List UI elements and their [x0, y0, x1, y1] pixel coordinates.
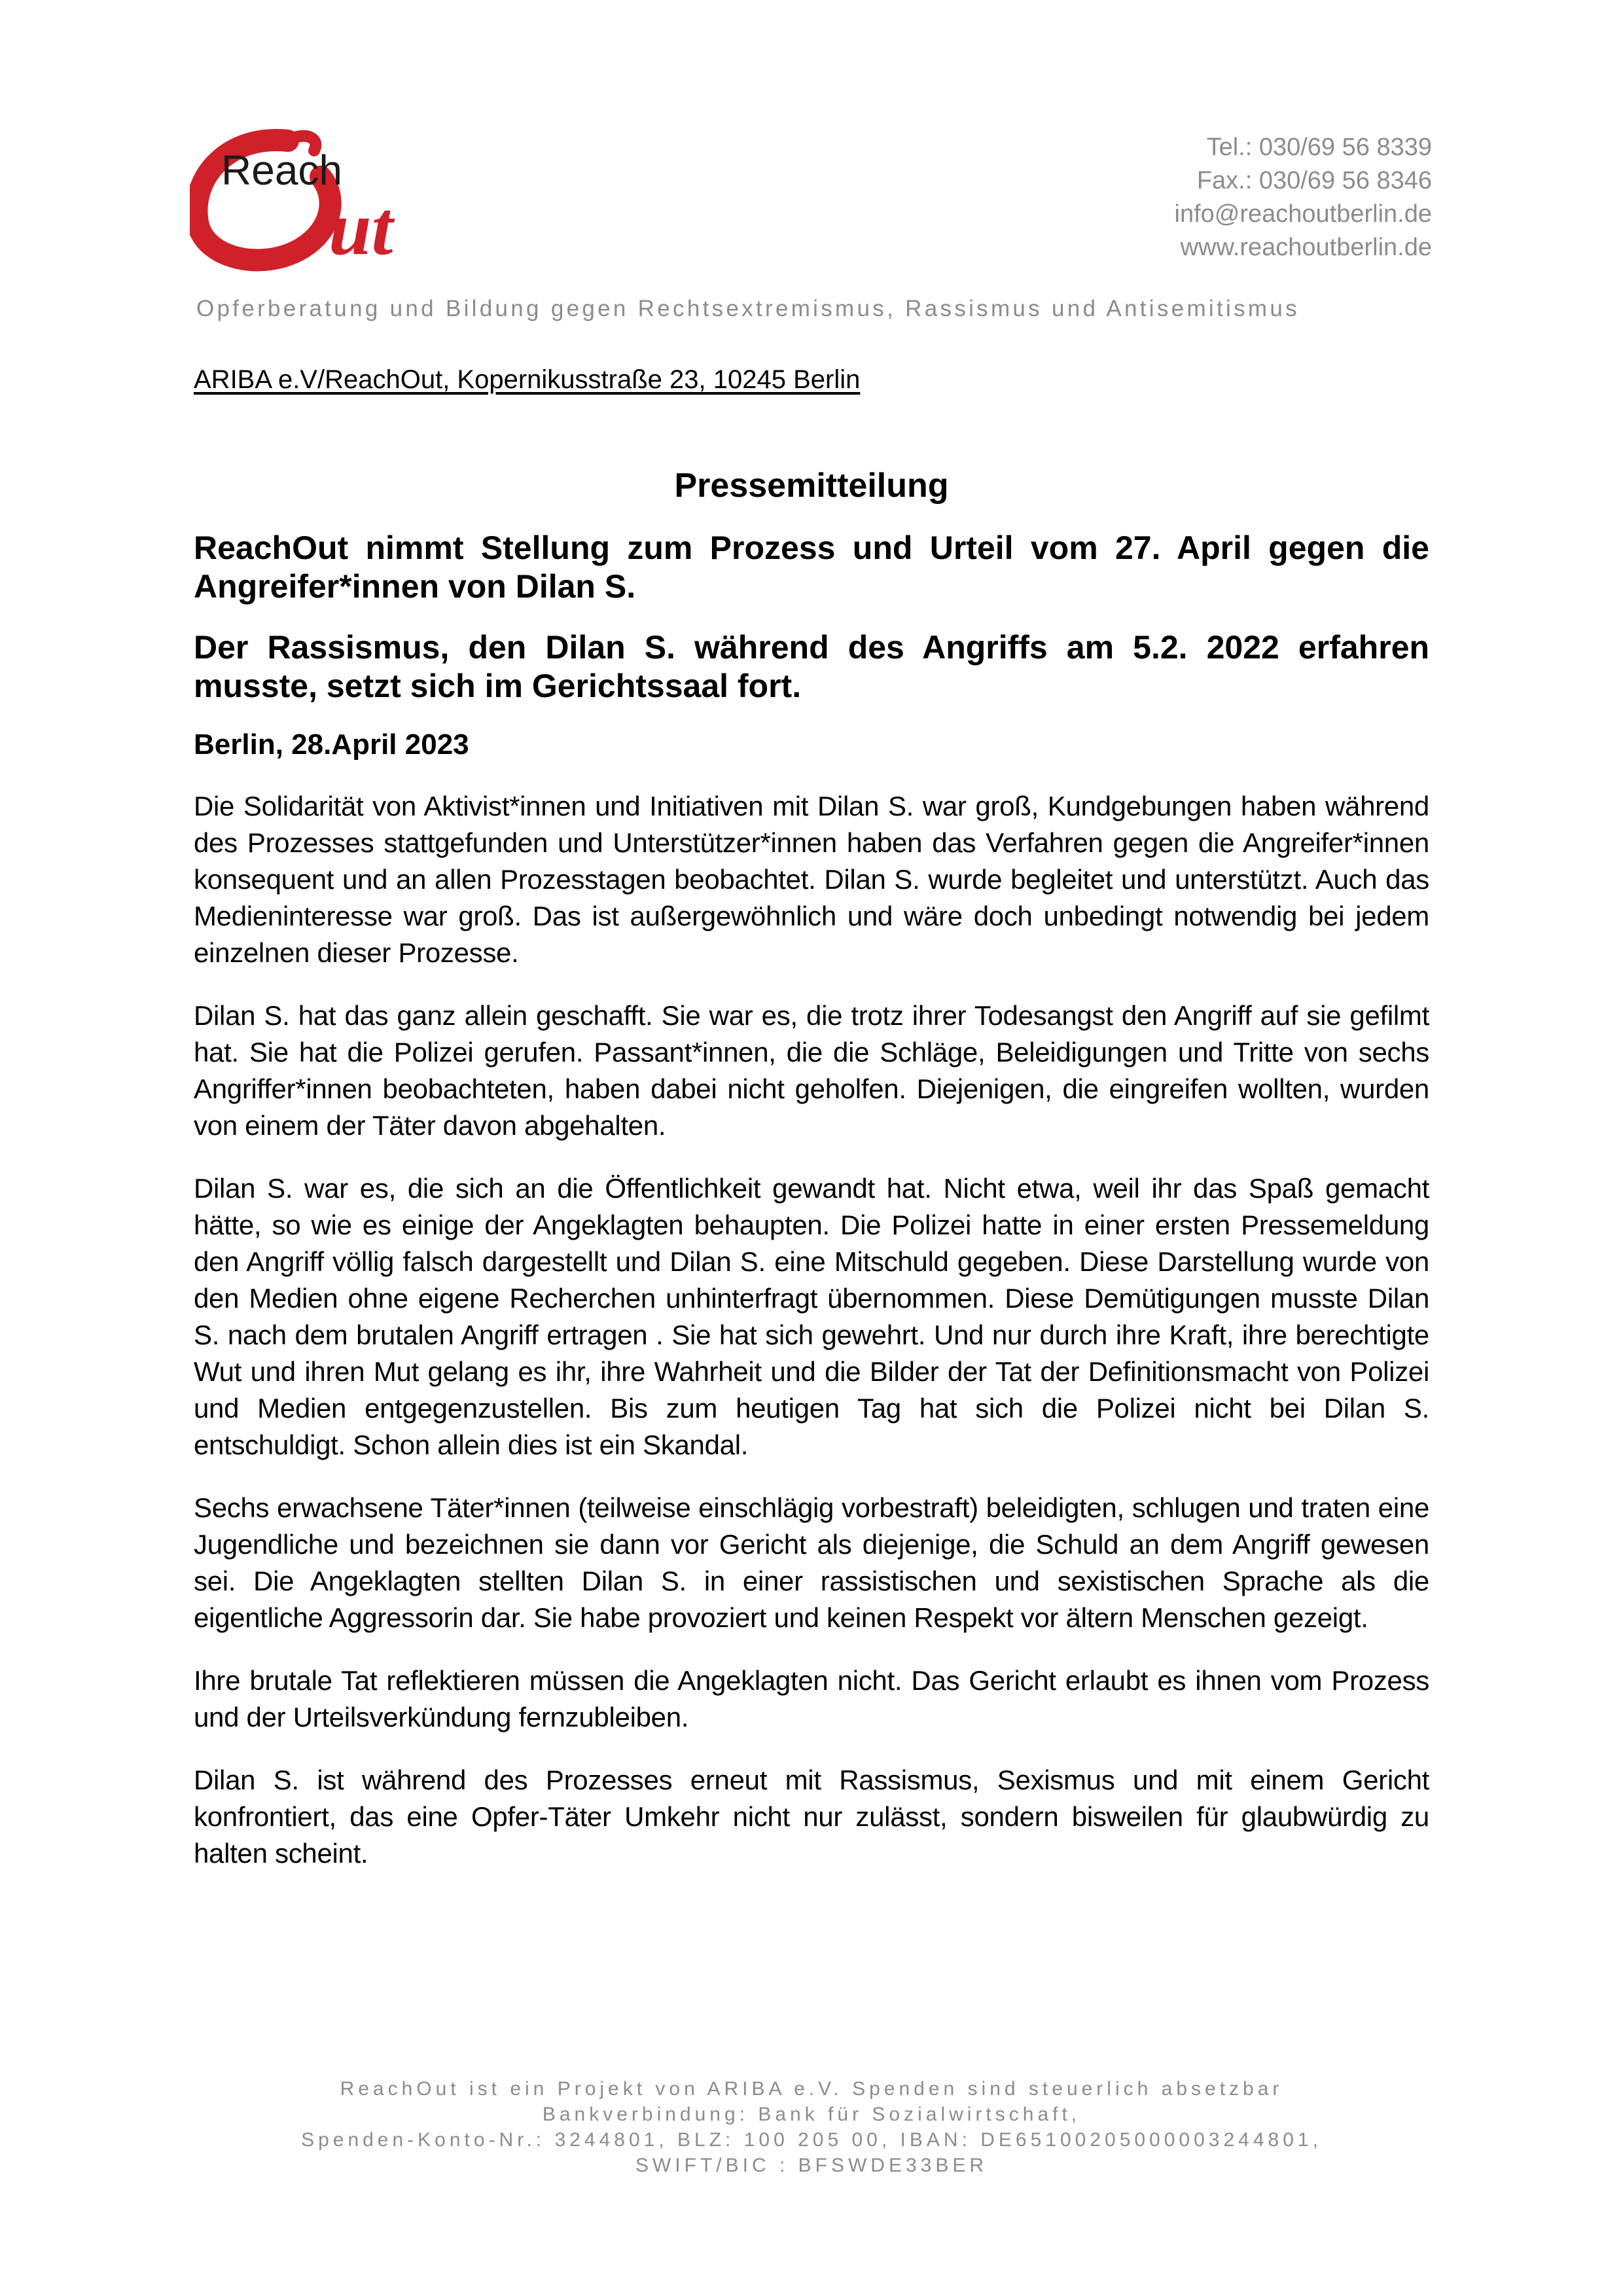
document-body: [194, 529, 1429, 1898]
svg-text:Reach: Reach: [221, 147, 342, 194]
paragraph: Die Solidarität von Aktivist*innen und Initiativen mit Dilan S. war groß, Kundgebungen haben während des Prozesses stattgefunden und Unterstützer*innen haben das Verfahren gegen die Angreifer*innen konsequent und an allen Prozesstagen beobachtet. Dilan S. wurde begleitet und unterstützt. Auch das Medieninteresse war groß. Das ist außergewöhnlich und wäre doch unbedingt notwendig bei jedem einzelnen dieser Prozesse.: [194, 791, 1429, 968]
sender-address: ARIBA e.V/ReachOut, Kopernikusstraße 23, 10245 Berlin: [194, 365, 861, 394]
page-footer: [0, 2076, 1623, 2178]
headline-primary: ReachOut nimmt Stellung zum Prozess und Urteil vom 27. April gegen die Angreifer*innen von Dilan S.: [194, 529, 1429, 605]
footer-line: Bankverbindung: Bank für Sozialwirtschaft,: [542, 2104, 1081, 2125]
paragraph: Ihre brutale Tat reflektieren müssen die Angeklagten nicht. Das Gericht erlaubt es ihnen vom Prozess und der Urteilsverkündung fernzubleiben.: [194, 1665, 1429, 1732]
reachout-logo: [190, 124, 438, 275]
phone-number: Tel.: 030/69 56 8339: [1206, 134, 1432, 161]
paragraph: Sechs erwachsene Täter*innen (teilweise einschlägig vorbestraft) beleidigten, schlugen und traten eine Jugendliche und bezeichnen sie dann vor Gericht als diejenige, die Schuld an dem Angriff gewesen sei. Die Angeklagten stellten Dilan S. in einer rassistischen und sexistischen Sprache als die eigentliche Aggressorin dar. Sie habe provoziert und keinen Respekt vor ältern Menschen gezeigt.: [194, 1492, 1429, 1633]
paragraph: Dilan S. ist während des Prozesses erneut mit Rassismus, Sexismus und mit einem Gericht konfrontiert, das eine Opfer-Täter Umkehr nicht nur zulässt, sondern bisweilen für glaubwürdig zu halten scheint.: [194, 1765, 1429, 1869]
reachout-logo-graphic: [190, 124, 438, 275]
fax-number: Fax.: 030/69 56 8346: [1196, 167, 1432, 194]
email-address[interactable]: info@reachoutberlin.de: [1174, 200, 1432, 228]
document-title: Pressemitteilung: [674, 467, 949, 505]
paragraph: Dilan S. hat das ganz allein geschafft. Sie war es, die trotz ihrer Todesangst den Angriff auf sie gefilmt hat. Sie hat die Polizei gerufen. Passant*innen, die die Schläge, Beleidigungen und Tritte von sechs Angriffer*innen beobachteten, haben dabei nicht geholfen. Diejenigen, die eingreifen wollten, wurden von einem der Täter davon abgehalten.: [194, 1000, 1429, 1141]
organization-tagline: Opferberatung und Bildung gegen Rechtsextremismus, Rassismus und Antisemitismus: [196, 296, 1300, 321]
paragraph: Dilan S. war es, die sich an die Öffentlichkeit gewandt hat. Nicht etwa, weil ihr das Spaß gemacht hätte, so wie es einige der Angeklagten behaupten. Die Polizei hatte in einer ersten Pressemeldung den Angriff völlig falsch dargestellt und Dilan S. eine Mitschuld gegeben. Diese Darstellung wurde von den Medien ohne eigene Recherchen unhinterfragt übernommen. Diese Demütigungen musste Dilan S. nach dem brutalen Angriff ertragen . Sie hat sich gewehrt. Und nur durch ihre Kraft, ihre berechtigte Wut und ihren Mut gelang es ihr, ihre Wahrheit und die Bilder der Tat der Definitionsmacht von Polizei und Medien entgegenzustellen. Bis zum heutigen Tag hat sich die Polizei nicht bei Dilan S. entschuldigt. Schon allein dies ist ein Skandal.: [194, 1173, 1429, 1460]
headline-secondary: Der Rassismus, den Dilan S. während des Angriffs am 5.2. 2022 erfahren musste, setzt sich im Gerichtssaal fort.: [194, 629, 1429, 704]
footer-line: Spenden-Konto-Nr.: 3244801, BLZ: 100 205 00, IBAN: DE65100205000003244801,: [301, 2129, 1322, 2151]
footer-line: SWIFT/BIC : BFSWDE33BER: [635, 2155, 988, 2176]
footer-line: ReachOut ist ein Projekt von ARIBA e.V. Spenden sind steuerlich absetzbar: [340, 2078, 1283, 2100]
website-link[interactable]: www.reachoutberlin.de: [1180, 234, 1432, 261]
contact-block: [1175, 131, 1433, 264]
svg-text:ut: ut: [329, 185, 393, 271]
dateline: Berlin, 28.April 2023: [194, 728, 469, 761]
